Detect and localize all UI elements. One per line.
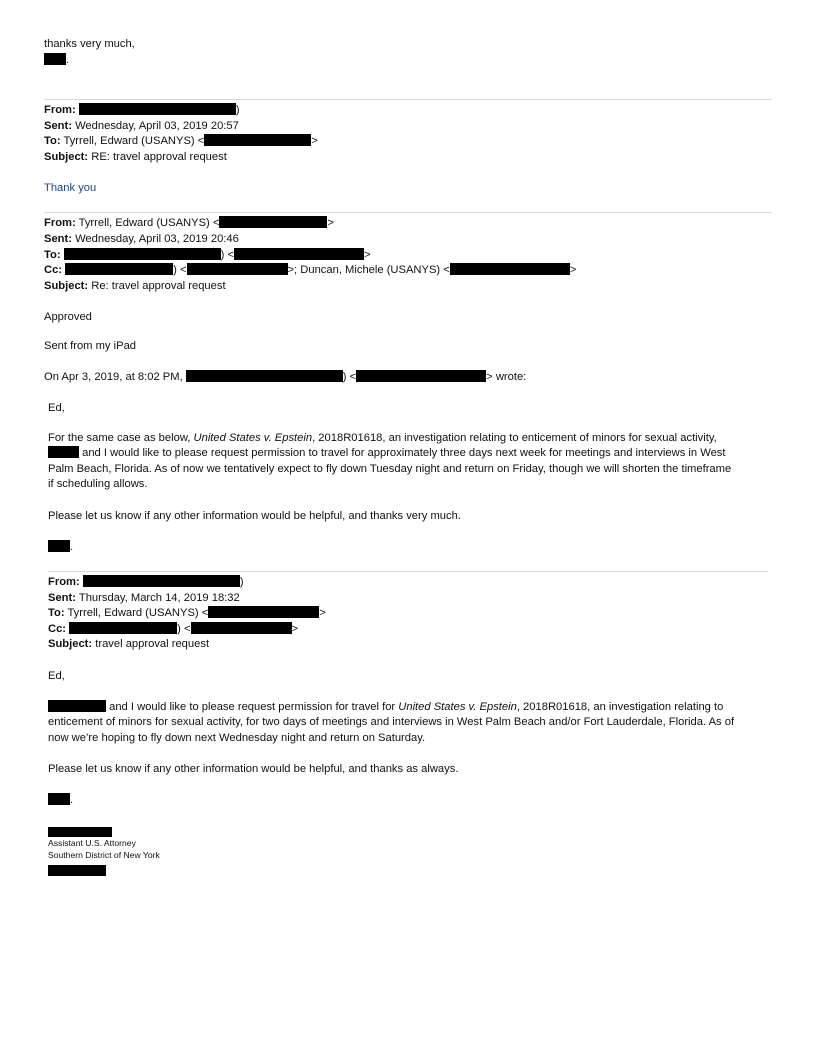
redaction <box>204 134 311 146</box>
email2-body: Approved <box>44 311 92 323</box>
email2-subject: Subject: Re: travel approval request <box>44 280 226 292</box>
closing-thanks: thanks very much, <box>44 38 135 50</box>
email1-to: To: Tyrrell, Edward (USANYS) < > <box>44 135 318 147</box>
message3-line2: and I would like to please request permission to travel for approximately three days next week for meetings and interviews in West <box>48 446 726 460</box>
email4-line3: now we’re hoping to fly down next Wednesday night and return on Saturday. <box>48 732 426 744</box>
redaction <box>79 103 236 115</box>
redaction <box>356 370 486 382</box>
email1-subject: Subject: RE: travel approval request <box>44 151 227 163</box>
quote-attribution: On Apr 3, 2019, at 8:02 PM, ) < > wrote: <box>44 371 527 383</box>
email4-sent: Sent: Thursday, March 14, 2019 18:32 <box>48 592 240 604</box>
email2-from: From: Tyrrell, Edward (USANYS) < > <box>44 217 334 229</box>
signature-name <box>48 825 112 839</box>
email2-to: To: ) < > <box>44 249 371 261</box>
email2-cc: Cc: ) < >; Duncan, Michele (USANYS) < > <box>44 264 577 276</box>
redaction <box>48 865 106 876</box>
message3-greeting: Ed, <box>48 402 65 414</box>
closing-signoff: . <box>44 53 69 67</box>
signature-office: Southern District of New York <box>48 850 160 860</box>
message3-signoff: . <box>48 540 73 554</box>
redaction <box>48 540 70 552</box>
redaction <box>64 248 221 260</box>
email1-body: Thank you <box>44 182 97 194</box>
redaction <box>191 622 292 634</box>
email4-cc: Cc: ) < > <box>48 623 299 635</box>
message3-line3: Palm Beach, Florida. As of now we tentatively expect to fly down Tuesday night and return on Friday, though we will shorten the timeframe <box>48 463 732 475</box>
message3-line1: For the same case as below, United States v. Epstein, 2018R01618, an investigation relating to enticement of minors for sexual activity, <box>48 432 717 444</box>
email2-sent: Sent: Wednesday, April 03, 2019 20:46 <box>44 233 239 245</box>
email1-sent: Sent: Wednesday, April 03, 2019 20:57 <box>44 120 239 132</box>
redaction <box>69 622 177 634</box>
redaction <box>219 216 327 228</box>
email4-to: To: Tyrrell, Edward (USANYS) < > <box>48 607 326 619</box>
email4-greeting: Ed, <box>48 670 65 682</box>
redaction <box>48 793 70 805</box>
signature-contact <box>48 864 106 878</box>
email4-closing: Please let us know if any other information would be helpful, and thanks as always. <box>48 763 459 775</box>
email4-line2: enticement of minors for sexual activity, for two days of meetings and interviews in West Palm Beach and/or Fort Lauderdale, Florida. As of <box>48 716 735 728</box>
redaction <box>234 248 364 260</box>
redaction <box>83 575 240 587</box>
redaction <box>48 446 79 458</box>
redaction <box>186 370 343 382</box>
email4-from: From: ) <box>48 576 244 588</box>
email4-subject: Subject: travel approval request <box>48 638 210 650</box>
email2-signature: Sent from my iPad <box>44 340 137 352</box>
signature-title: Assistant U.S. Attorney <box>48 838 136 848</box>
redaction <box>48 700 106 712</box>
email1-from: From: ) <box>44 104 240 116</box>
redaction <box>65 263 173 275</box>
redaction <box>44 53 66 65</box>
divider <box>44 99 772 100</box>
email4-signoff: . <box>48 793 73 807</box>
email4-line1: and I would like to please request permission for travel for United States v. Epstein, 2018R01618, an investigation relating to <box>48 700 723 714</box>
divider <box>44 212 772 213</box>
message3-closing: Please let us know if any other information would be helpful, and thanks very much. <box>48 510 461 522</box>
redaction <box>208 606 319 618</box>
redaction <box>450 263 570 275</box>
redaction <box>187 263 288 275</box>
redaction <box>48 827 112 837</box>
divider <box>48 571 768 572</box>
message3-line4: if scheduling allows. <box>48 478 148 490</box>
